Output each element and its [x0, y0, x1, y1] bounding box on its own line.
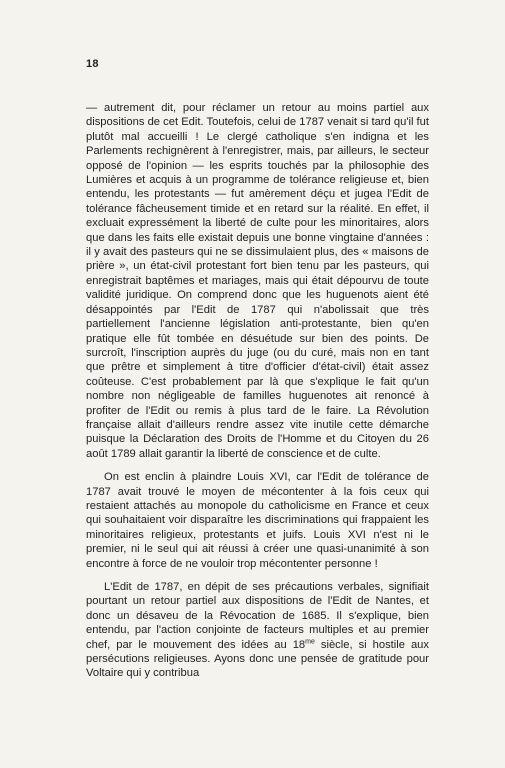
- page-number: 18: [86, 58, 99, 70]
- paragraph-2: On est enclin à plaindre Louis XVI, car l'Edit de tolérance de 1787 avait trouvé le moyen de mécontenter à la fois ceux qui restaient attachés au monopole du catholicisme en France et ceux qui souhaitaient voir disparaître les discriminations qui frappaient les minoritaires religieux, protestants et juifs. Louis XVI n'est ni le premier, ni le seul qui ait réussi à créer une quasi-unanimité à son encontre à force de ne vouloir trop mécontenter personne !: [86, 471, 429, 570]
- body-text: [86, 101, 429, 681]
- ordinal-superscript: me: [305, 637, 315, 645]
- paragraph-3: [86, 580, 429, 681]
- paragraph-3-text-start: L'Edit de 1787, en dépit de ses précautions verbales, signifiait pourtant un retour partiel aux dispositions de l'Edit de Nantes, et donc un désaveu de la Révocation de 1685. Il s'explique, bien entendu, par l'action conjointe de facteurs multiples et au premier chef, par le mouvement des idées au 18: [86, 581, 429, 651]
- paragraph-1: — autrement dit, pour réclamer un retour au moins partiel aux dispositions de cet Edit. Toutefois, celui de 1787 venait si tard qu'il fut plutôt mal accueilli ! Le clergé catholique s'en indigna et les Parlements rechignèrent à l'enregistrer, mais, par ailleurs, le secteur opposé de l'opinion — les esprits touchés par la philosophie des Lumières et acquis à un programme de tolérance religieuse et, bien entendu, les protestants — fut amèrement déçu et jugea l'Edit de tolérance fâcheusement timide et en retard sur la réalité. En effet, il excluait expressément la liberté de culte pour les minoritaires, alors que dans les faits elle existait depuis une bonne vingtaine d'années : il y avait des pasteurs qui ne se dissimulaient plus, des « maisons de prière », un état-civil protestant fort bien tenu par les pasteurs, qui enregistrait baptêmes et mariages, mais qui était dépourvu de toute validité juridique. On comprend donc que les huguenots aient été désappointés par l'Edit de 1787 qui n'abolissait que très partiellement l'ancienne législation anti-protestante, bien qu'en pratique elle fût tombée en désuétude sur bien des points. De surcroît, l'inscription auprès du juge (ou du curé, mais non en tant que prêtre et simplement à titre d'officier d'état-civil) était assez coûteuse. C'est probablement par là que s'explique le fait qu'un nombre non négligeable de familles huguenotes ait renoncé à profiter de l'Edit ou remis à plus tard de le faire. La Révolution française allait d'ailleurs rendre assez vite inutile cette démarche puisque la Déclaration des Droits de l'Homme et du Citoyen du 26 août 1789 allait garantir la liberté de conscience et de culte.: [86, 102, 429, 460]
- paragraph-3-text-end: siècle, si hostile aux persécutions religieuses. Ayons donc une pensée de gratitude pour Voltaire qui y contribua: [86, 638, 429, 680]
